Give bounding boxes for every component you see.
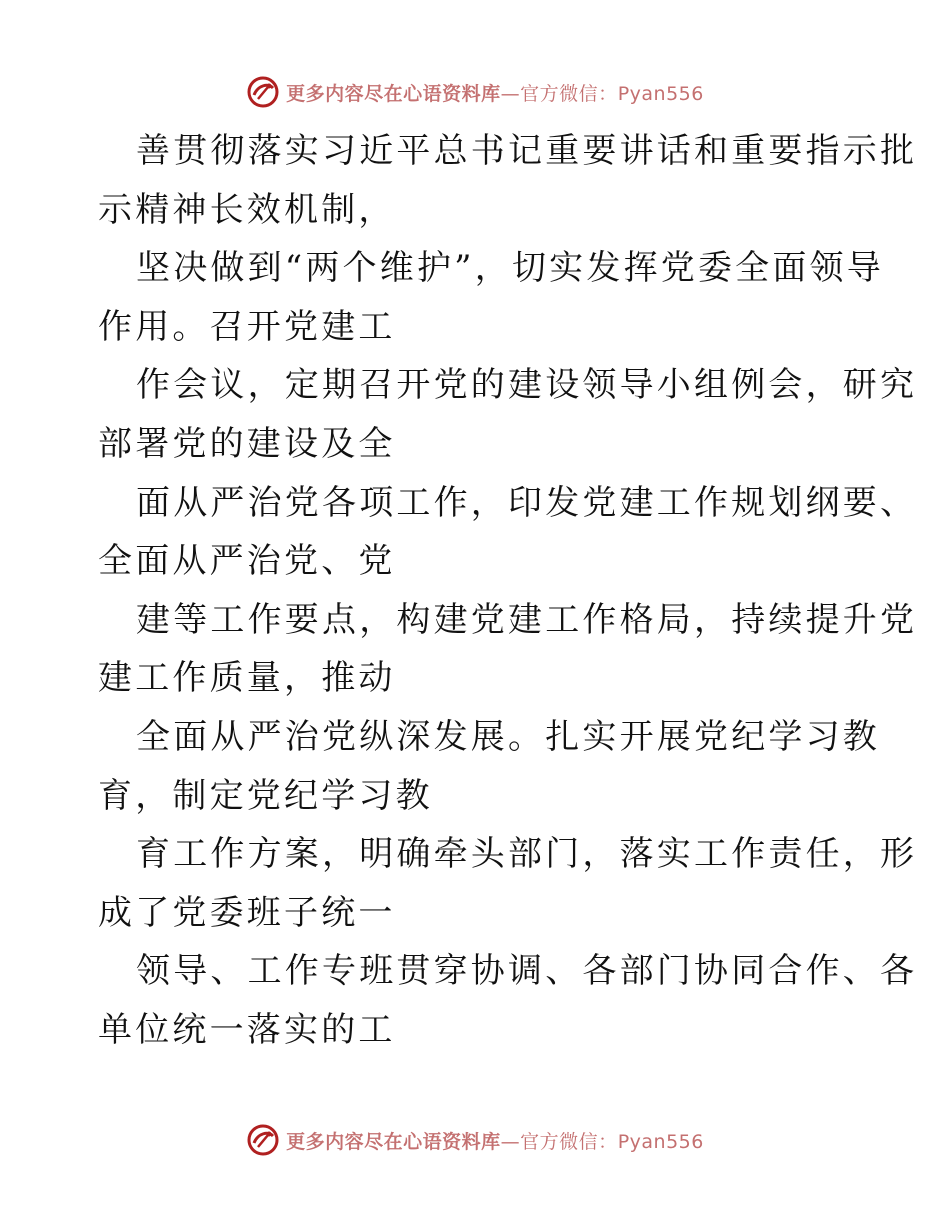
header-banner-label: 官方微信： xyxy=(520,82,618,105)
footer-banner-main: 更多内容尽在心语资料库 xyxy=(286,1130,501,1153)
body-line: 育，制定党纪学习教 xyxy=(98,775,433,816)
header-banner-dash: — xyxy=(500,82,521,105)
document-body xyxy=(98,122,918,1060)
footer-watermark-banner xyxy=(0,1120,950,1160)
body-line: 成了党委班子统一 xyxy=(98,892,396,933)
body-line: 部署党的建设及全 xyxy=(98,423,396,464)
header-banner-main: 更多内容尽在心语资料库 xyxy=(286,82,501,105)
header-banner-contact: Pyan556 xyxy=(617,82,704,105)
footer-banner-dash: — xyxy=(500,1130,521,1153)
header-watermark-banner xyxy=(0,72,950,112)
red-swirl-logo-icon xyxy=(246,75,280,109)
body-line: 建等工作要点，构建党建工作格局，持续提升党 xyxy=(136,599,918,640)
footer-banner-label: 官方微信： xyxy=(520,1130,618,1153)
body-line: 坚决做到“两个维护”，切实发挥党委全面领导 xyxy=(136,248,884,289)
body-line: 全面从严治党纵深发展。扎实开展党纪学习教 xyxy=(136,716,880,757)
footer-banner-text xyxy=(286,1127,704,1154)
body-line: 善贯彻落实习近平总书记重要讲话和重要指示批 xyxy=(136,131,918,171)
body-line: 作会议，定期召开党的建设领导小组例会，研究 xyxy=(136,365,918,406)
body-line: 示精神长效机制， xyxy=(98,189,396,230)
body-line: 全面从严治党、党 xyxy=(98,541,396,582)
body-line: 面从严治党各项工作，印发党建工作规划纲要、 xyxy=(136,482,918,523)
body-line: 建工作质量，推动 xyxy=(98,658,396,699)
body-line: 单位统一落实的工 xyxy=(98,1009,396,1050)
body-line: 育工作方案，明确牵头部门，落实工作责任，形 xyxy=(136,834,918,875)
footer-banner-contact: Pyan556 xyxy=(617,1130,704,1153)
red-swirl-logo-icon xyxy=(246,1123,280,1157)
header-banner-text xyxy=(286,79,704,106)
body-line: 作用。召开党建工 xyxy=(98,306,396,347)
body-line: 领导、工作专班贯穿协调、各部门协同合作、各 xyxy=(136,951,918,992)
